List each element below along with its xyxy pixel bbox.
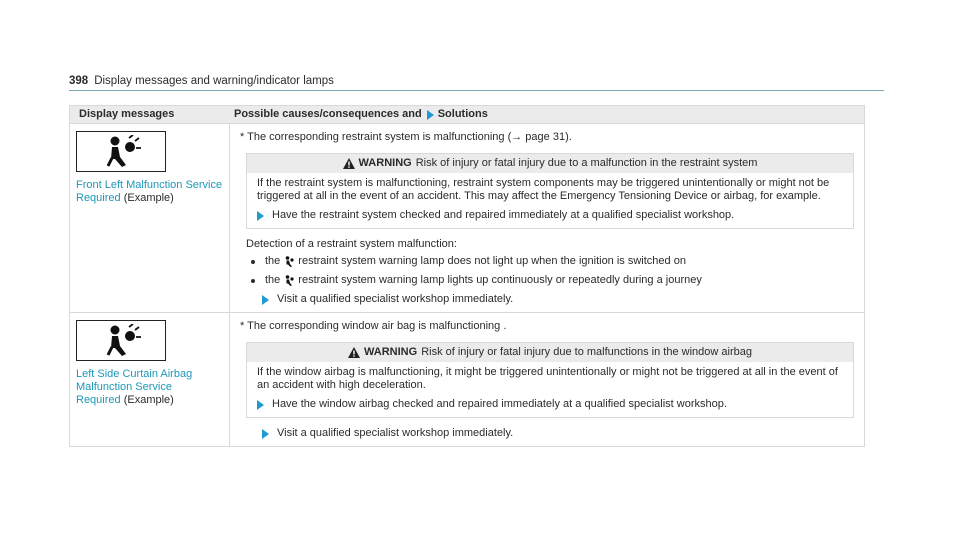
page-number: 398 — [69, 75, 89, 87]
bullet-dot — [251, 260, 255, 264]
warning-text: If the window airbag is malfunctioning, it might be triggered unintentionally or might not be triggered at all in the event of an accident with high deceleration. — [257, 366, 838, 391]
warning-box — [246, 153, 854, 229]
warning-box — [246, 342, 854, 418]
warning-action-text: Have the restraint system checked and repaired immediately at a qualified specialist workshop. — [272, 209, 735, 221]
warning-title: Risk of injury or fatal injury due to malfunctions in the window airbag — [421, 346, 752, 358]
warning-triangle-icon — [348, 347, 360, 358]
list-item — [246, 255, 854, 268]
display-message-cell — [70, 313, 230, 446]
detection-list — [246, 255, 854, 287]
warning-action — [257, 398, 843, 411]
warning-text: If the restraint system is malfunctioning, restraint system components may be triggered unintentionally or might not be triggered at all in the event of an accident. This may affect the Emergency Tensioning Device or airbag, for example. — [257, 177, 830, 202]
warning-action-text: Have the window airbag checked and repaired immediately at a qualified specialist workshop. — [272, 398, 727, 410]
display-message-text — [76, 179, 225, 205]
warning-body — [247, 173, 853, 228]
bullet-prefix: the — [265, 255, 281, 267]
warning-header — [247, 154, 853, 173]
message-example: (Example) — [123, 192, 174, 204]
messages-table — [69, 105, 865, 447]
airbag-warning-icon — [284, 275, 294, 286]
final-action-text: Visit a qualified specialist workshop immediately. — [277, 427, 514, 439]
warning-label: WARNING — [358, 157, 412, 169]
message-example: (Example) — [123, 394, 174, 406]
final-action — [262, 293, 854, 306]
arrow-right-icon — [257, 211, 264, 221]
list-item — [246, 274, 854, 287]
arrow-right-icon — [262, 429, 269, 439]
message-teal: Left Side Curtain Airbag Malfunction Service Required — [76, 368, 193, 406]
warning-label: WARNING — [364, 346, 418, 358]
table-header — [70, 106, 864, 123]
col-header-solutions — [230, 106, 864, 123]
page-header — [69, 75, 334, 87]
airbag-warning-icon — [76, 320, 166, 361]
table-row — [70, 123, 864, 312]
warning-title: Risk of injury or fatal injury due to a malfunction in the restraint system — [415, 157, 758, 169]
solutions-cell — [230, 124, 864, 312]
warning-action — [257, 209, 843, 222]
warning-triangle-icon — [343, 158, 355, 169]
final-action-text: Visit a qualified specialist workshop immediately. — [277, 293, 514, 305]
table-row — [70, 312, 864, 446]
bullet-text: restraint system warning lamp does not light up when the ignition is switched on — [298, 255, 686, 267]
arrow-right-icon — [427, 110, 434, 120]
page-title: Display messages and warning/indicator lamps — [94, 75, 334, 87]
footnote: * The corresponding window air bag is malfunctioning . — [240, 320, 507, 332]
display-message-text — [76, 368, 216, 407]
header-divider — [69, 90, 884, 91]
detection-title: Detection of a restraint system malfunction: — [246, 238, 457, 250]
solutions-cell — [230, 313, 864, 446]
col-header-display-messages: Display messages — [79, 108, 175, 120]
col-header-solutions-label: Solutions — [437, 108, 488, 120]
message-teal: Front Left Malfunction Service Required — [76, 179, 223, 204]
airbag-warning-icon — [284, 256, 294, 267]
final-action — [262, 427, 854, 440]
arrow-right-icon — [262, 295, 269, 305]
bullet-text: restraint system warning lamp lights up continuously or repeatedly during a journey — [298, 274, 702, 286]
warning-body — [247, 362, 853, 417]
col-header-causes: Possible causes/consequences and — [234, 108, 422, 120]
arrow-right-icon — [257, 400, 264, 410]
bullet-prefix: the — [265, 274, 281, 286]
display-message-cell — [70, 124, 230, 312]
airbag-warning-icon — [76, 131, 166, 172]
warning-header — [247, 343, 853, 362]
footnote: * The corresponding restraint system is malfunctioning (→ page 31). — [240, 131, 572, 143]
bullet-dot — [251, 279, 255, 283]
